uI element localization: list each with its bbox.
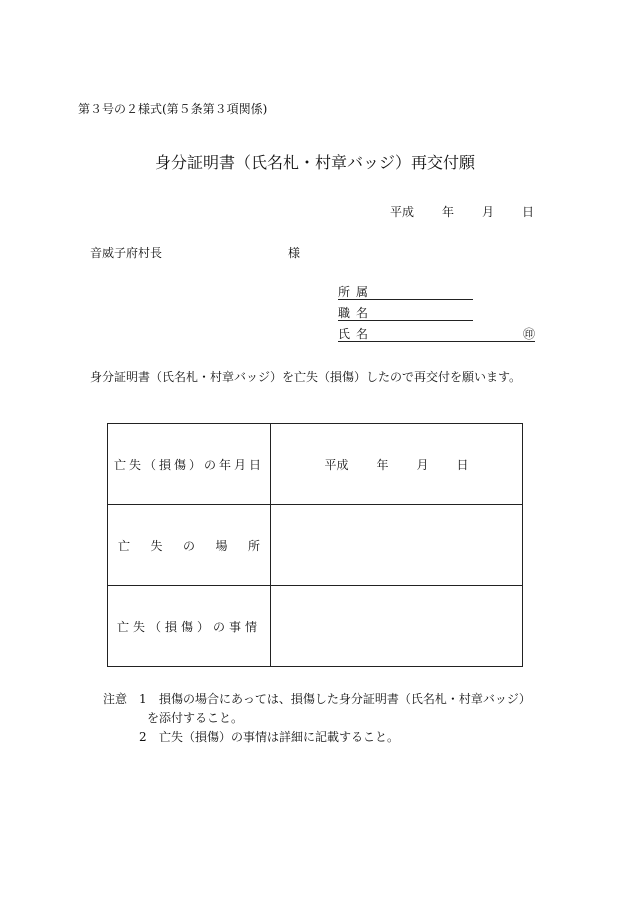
note-number: 1 — [139, 692, 147, 706]
loss-place-char: 亡 — [118, 538, 131, 553]
loss-date-label: 亡失（損傷）の年月日 — [114, 457, 265, 472]
request-statement: 身分証明書（氏名札・村章バッジ）を亡失（損傷）したので再交付を願います。 — [90, 370, 522, 384]
affiliation-field[interactable] — [338, 283, 473, 300]
note-number: 2 — [139, 730, 147, 744]
note-item — [103, 728, 531, 747]
submission-date — [390, 203, 534, 220]
loss-circumstances-value-cell[interactable] — [271, 586, 523, 667]
note-continuation — [103, 709, 531, 728]
loss-date-era: 平成 — [324, 457, 349, 472]
loss-circumstances-label: 亡失（損傷）の事情 — [117, 619, 262, 634]
table-row — [108, 505, 523, 586]
note-text: 亡失（損傷）の事情は詳細に記載すること。 — [159, 730, 400, 744]
seal-mark: ㊞ — [522, 327, 535, 341]
loss-place-char: 場 — [215, 538, 228, 553]
loss-date-value-cell[interactable] — [271, 424, 523, 505]
loss-place-label-cell — [108, 505, 271, 586]
note-text: 損傷の場合にあっては、損傷した身分証明書（氏名札・村章バッジ） — [159, 692, 531, 706]
addressee-name: 音威子府村長 — [90, 246, 163, 260]
name-label: 氏名 — [338, 327, 375, 341]
loss-details-table — [107, 423, 523, 667]
notes-heading: 注意 — [103, 692, 128, 706]
form-number: 第３号の２様式(第５条第３項関係) — [78, 102, 268, 116]
loss-date-label-cell — [108, 424, 271, 505]
note-text: を添付すること。 — [147, 711, 244, 725]
position-field[interactable] — [338, 304, 473, 321]
position-label: 職名 — [338, 306, 375, 320]
date-month: 月 — [481, 205, 494, 219]
table-row — [108, 424, 523, 505]
table-row — [108, 586, 523, 667]
loss-circumstances-label-cell — [108, 586, 271, 667]
loss-place-char: 失 — [150, 538, 163, 553]
loss-date-day: 日 — [456, 457, 469, 472]
notes-section — [103, 690, 531, 747]
note-item — [103, 690, 531, 709]
document-title: 身分証明書（氏名札・村章バッジ）再交付願 — [154, 153, 475, 172]
affiliation-label: 所属 — [338, 285, 375, 299]
loss-date-month: 月 — [416, 457, 429, 472]
loss-place-char: の — [183, 538, 196, 553]
date-day: 日 — [521, 205, 534, 219]
addressee-honorific: 様 — [288, 246, 301, 260]
loss-date-value — [271, 456, 522, 473]
loss-place-label — [108, 537, 270, 554]
date-year: 年 — [441, 205, 454, 219]
loss-place-value-cell[interactable] — [271, 505, 523, 586]
loss-place-char: 所 — [248, 538, 261, 553]
date-era: 平成 — [389, 205, 414, 219]
loss-date-year: 年 — [376, 457, 389, 472]
name-field[interactable] — [338, 325, 535, 342]
